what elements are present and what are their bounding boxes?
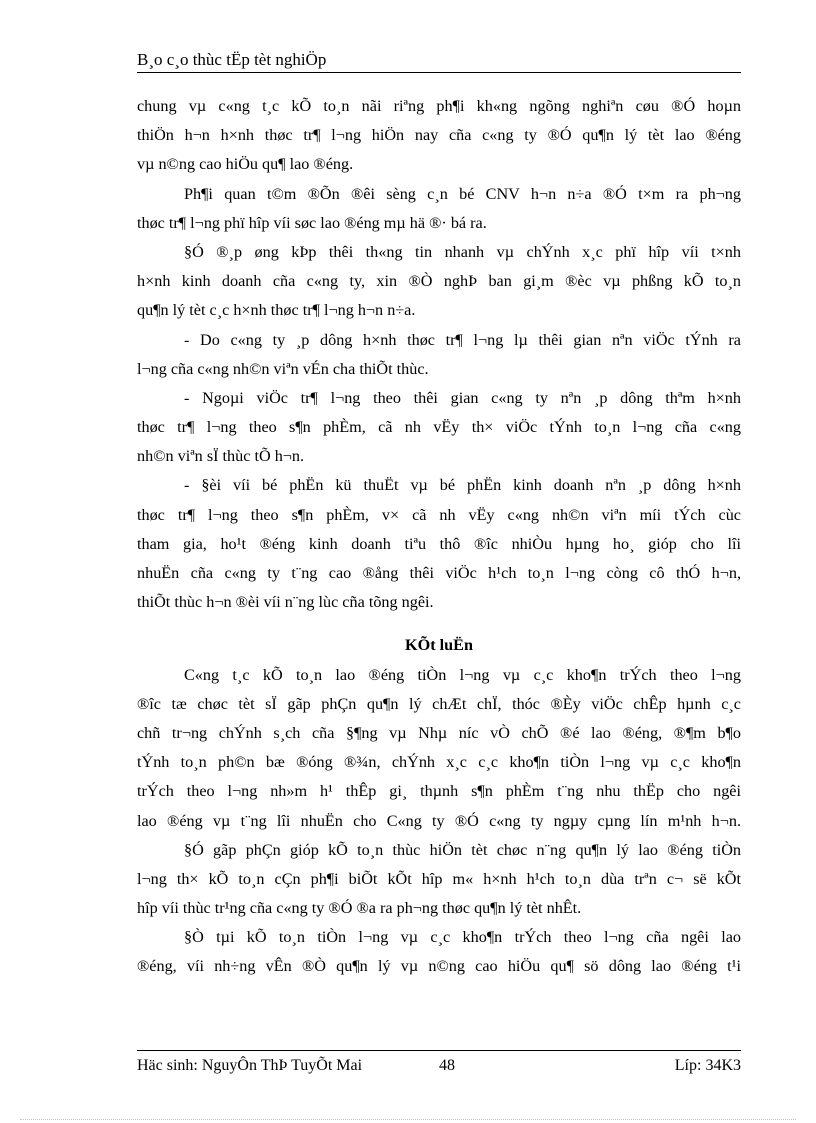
document-body <box>137 92 741 982</box>
body-line: h×nh kinh doanh cña c«ng ty, xin ®Ò nghÞ ban gi¸m ®èc vµ phßng kÕ to¸n <box>137 272 741 291</box>
body-line: lao ®éng vµ t¨ng lîi nhuËn cho C«ng ty ®Ó c«ng ty ngµy cµng lín m¹nh h¬n. <box>137 811 741 830</box>
footer-class-label: Líp: 34K3 <box>674 1057 741 1074</box>
body-line: - Do c«ng ty ¸p dông h×nh thøc tr¶ l¬ng lµ thêi gian nªn viÖc tÝnh ra <box>184 330 741 349</box>
body-line: C«ng t¸c kÕ to¸n lao ®éng tiÒn l¬ng vµ c¸c kho¶n trÝch theo l¬ng <box>184 665 741 684</box>
footer-student-name: Häc sinh: NguyÔn ThÞ TuyÕt Mai <box>137 1057 363 1074</box>
body-line: ®îc tæ chøc tèt sÏ gãp phÇn qu¶n lý chÆt chÏ, thóc ®Èy viÖc chÊp hµnh c¸c <box>137 694 741 713</box>
page-edge-divider <box>20 1119 796 1120</box>
body-line: §Ó ®¸p øng kÞp thêi th«ng tin nhanh vµ chÝnh x¸c phï hîp víi t×nh <box>184 242 741 261</box>
body-line: thiÕt thùc h¬n ®èi víi n¨ng lùc cña tõng ngêi. <box>137 593 434 612</box>
body-line: ®éng, víi nh÷ng vÊn ®Ò qu¶n lý vµ n©ng cao hiÖu qu¶ sö dông lao ®éng t¹i <box>137 957 741 976</box>
body-line: l¬ng cña c«ng nh©n viªn vÉn cha thiÕt thùc. <box>137 359 429 378</box>
body-line: vµ n©ng cao hiÖu qu¶ lao ®éng. <box>137 155 354 174</box>
body-line: thøc tr¶ l¬ng theo s¶n phÈm, cã nh vËy th× viÖc tÝnh to¸n l¬ng cña c«ng <box>137 418 741 437</box>
body-line: thøc tr¶ l¬ng phï hîp víi søc lao ®éng mµ hä ®· bá ra. <box>137 213 487 232</box>
body-line: Ph¶i quan t©m ®Õn ®êi sèng c¸n bé CNV h¬n n÷a ®Ó t×m ra ph¬ng <box>184 184 741 203</box>
body-line: §Ó gãp phÇn gióp kÕ to¸n thùc hiÖn tèt chøc n¨ng qu¶n lý lao ®éng tiÒn <box>184 840 741 859</box>
page-number: 48 <box>439 1057 455 1074</box>
report-header-title: B¸o c¸o thùc tËp tèt nghiÖp <box>137 50 327 69</box>
body-line: qu¶n lý tèt c¸c h×nh thøc tr¶ l¬ng h¬n n÷a. <box>137 301 416 320</box>
body-line: tÝnh to¸n ph©n bæ ®óng ®¾n, chÝnh x¸c c¸c kho¶n tiÒn l¬ng vµ c¸c kho¶n <box>137 753 741 772</box>
body-line: l¬ng th× kÕ to¸n cÇn ph¶i biÕt kÕt hîp m« h×nh h¹ch to¸n dùa trªn c¬ së kÕt <box>137 869 741 888</box>
body-line: hîp víi thùc tr¹ng cña c«ng ty ®Ó ®a ra ph¬ng thøc qu¶n lý tèt nhÊt. <box>137 899 582 918</box>
page-header <box>137 50 741 73</box>
body-line: - §èi víi bé phËn kü thuËt vµ bé phËn kinh doanh nªn ¸p dông h×nh <box>184 476 741 495</box>
body-line: trÝch theo l¬ng nh»m h¹ thÊp gi¸ thµnh s¶n phÈm t¨ng nhu thËp cho ngêi <box>137 782 741 801</box>
body-line: thøc tr¶ l¬ng theo s¶n phÈm, v× cã nh vËy c«ng nh©n viªn míi tÝch cùc <box>137 505 741 524</box>
body-line: chung vµ c«ng t¸c kÕ to¸n nãi riªng ph¶i kh«ng ngõng nghiªn cøu ®Ó hoµn <box>137 97 741 115</box>
body-line: §Ò tµi kÕ to¸n tiÒn l¬ng vµ c¸c kho¶n trÝch theo l¬ng cña ngêi lao <box>184 928 741 947</box>
body-line: chñ tr¬ng chÝnh s¸ch cña §¶ng vµ Nhµ níc vÒ chÕ ®é lao ®éng, ®¶m b¶o <box>137 723 741 742</box>
body-line: nh©n viªn sÏ thùc tÕ h¬n. <box>137 447 305 466</box>
section-heading: KÕt luËn <box>405 636 473 655</box>
body-line: tham gia, ho¹t ®éng kinh doanh tiªu thô ®îc nhiÒu hµng ho¸ gióp cho lîi <box>137 534 741 553</box>
body-line: thiÖn h¬n h×nh thøc tr¶ l¬ng hiÖn nay cña c«ng ty ®Ó qu¶n lý tèt lao ®éng <box>137 126 741 145</box>
footer-divider <box>137 1050 741 1051</box>
body-line: nhuËn cña c«ng ty t¨ng cao ®ång thêi viÖc h¹ch to¸n l¬ng còng cô thÓ h¬n, <box>137 564 741 582</box>
body-line: - Ngoµi viÖc tr¶ l¬ng theo thêi gian c«ng ty nªn ¸p dông thªm h×nh <box>184 388 741 407</box>
